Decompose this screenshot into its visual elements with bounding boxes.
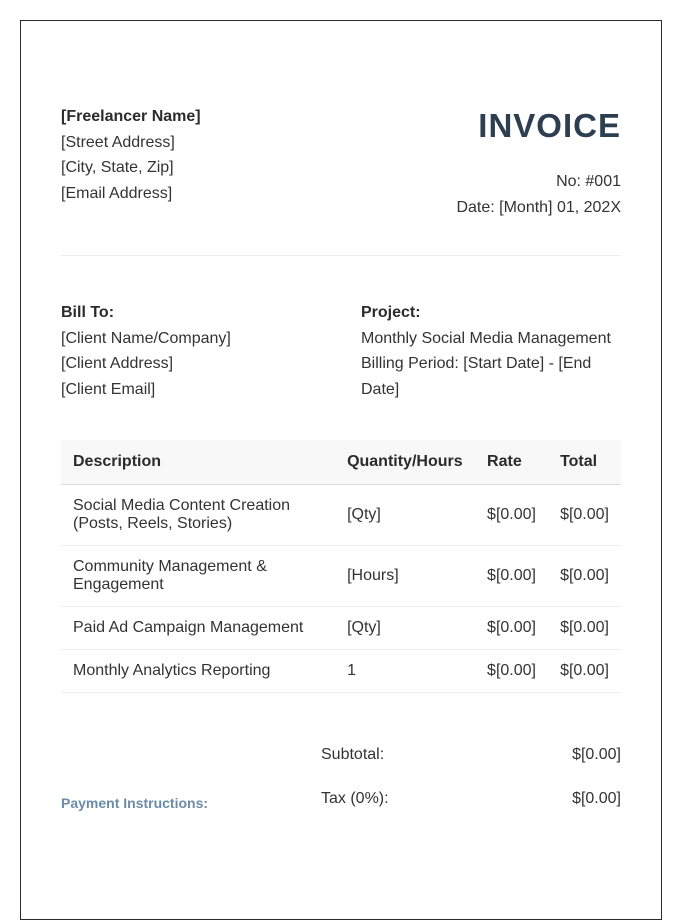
payment-instructions-heading: Payment Instructions: [61,795,209,811]
freelancer-street: [Street Address] [61,133,175,151]
invoice-meta [456,169,621,221]
row-total: $[0.00] [548,484,621,545]
invoice-sheet [20,20,662,920]
row-rate: $[0.00] [475,484,548,545]
freelancer-email: [Email Address] [61,184,173,202]
client-email: [Client Email] [61,380,156,398]
table-row [61,484,621,545]
row-description: Community Management & Engagement [61,545,335,606]
row-total: $[0.00] [548,545,621,606]
row-quantity: 1 [335,649,475,692]
project-name: Monthly Social Media Management [361,329,611,347]
row-rate: $[0.00] [475,606,548,649]
subtotal-value: $[0.00] [572,746,621,763]
row-description: Paid Ad Campaign Management [61,606,335,649]
table-row [61,649,621,692]
freelancer-block [61,104,201,206]
line-items-table [61,440,621,693]
row-rate: $[0.00] [475,649,548,692]
client-address: [Client Address] [61,355,174,372]
header-rate: Rate [475,440,548,484]
billing-period: Billing Period: [Start Date] - [End Date] [361,355,592,398]
header-divider [61,255,621,256]
bill-to-block [61,300,231,402]
header-quantity: Quantity/Hours [335,440,475,484]
row-quantity: [Qty] [335,484,475,545]
freelancer-city: [City, State, Zip] [61,159,174,176]
freelancer-name: [Freelancer Name] [61,108,201,125]
client-name: [Client Name/Company] [61,329,231,347]
project-block [361,300,623,402]
header-description: Description [61,440,335,484]
invoice-date: Date: [Month] 01, 202X [456,199,621,216]
row-rate: $[0.00] [475,545,548,606]
subtotal-label: Subtotal: [321,746,385,763]
table-row [61,606,621,649]
header-total: Total [548,440,621,484]
row-description: Social Media Content Creation (Posts, Reels, Stories) [61,484,335,545]
tax-label: Tax (0%): [321,790,389,807]
invoice-number: No: #001 [556,173,621,190]
invoice-title: INVOICE [478,107,621,144]
row-quantity: [Qty] [335,606,475,649]
bill-to-heading: Bill To: [61,304,115,321]
table-header-row [61,440,621,484]
table-row [61,545,621,606]
project-heading: Project: [361,304,421,321]
row-quantity: [Hours] [335,545,475,606]
row-description: Monthly Analytics Reporting [61,649,335,692]
row-total: $[0.00] [548,649,621,692]
row-total: $[0.00] [548,606,621,649]
tax-value: $[0.00] [572,790,621,807]
